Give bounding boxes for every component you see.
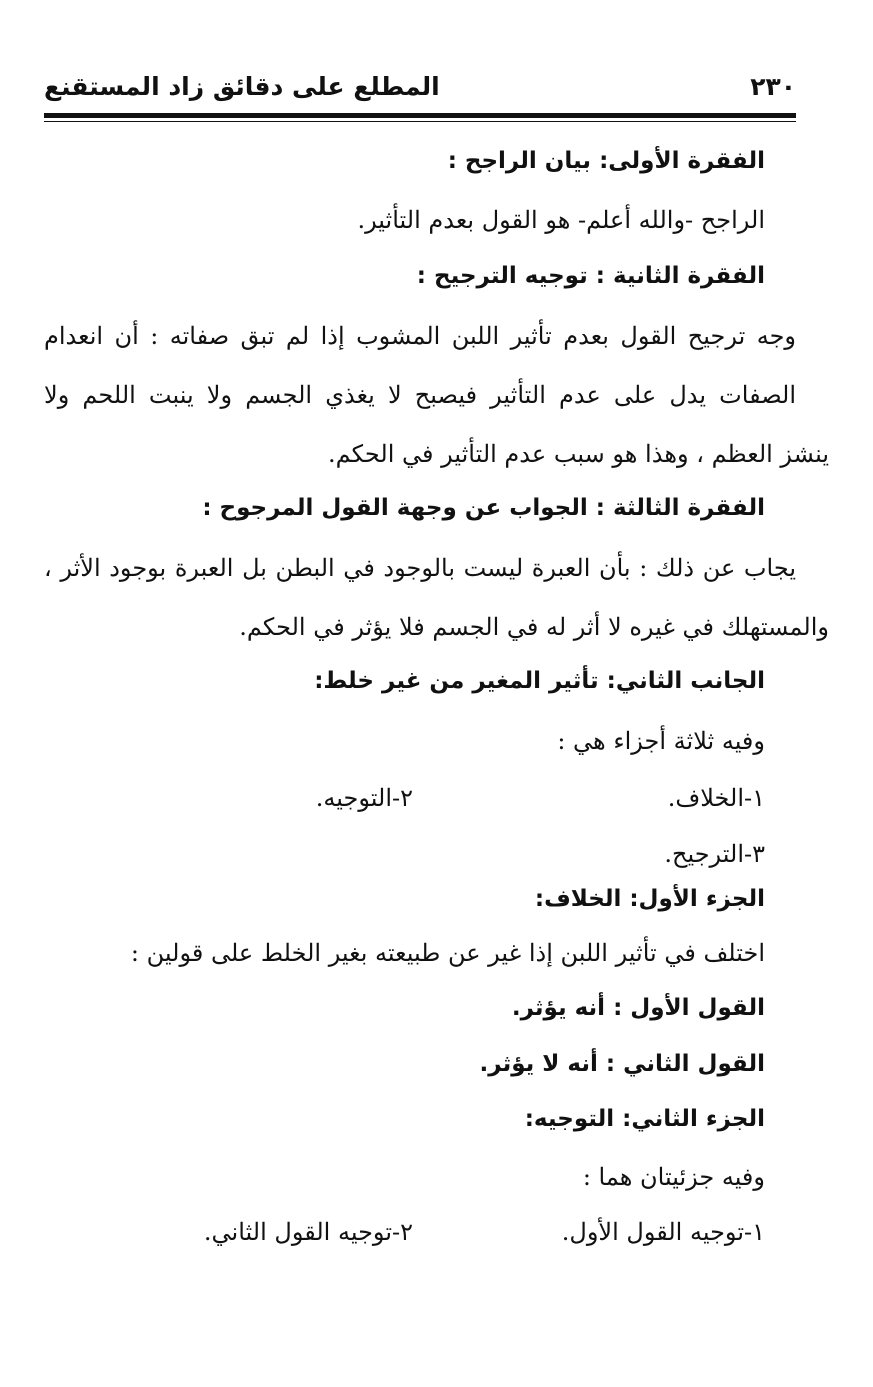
- opinion-second: القول الثاني : أنه لا يؤثر.: [479, 1051, 765, 1077]
- text-line: الراجح -والله أعلم- هو القول بعدم التأثير.: [357, 206, 765, 234]
- header-rule-thick: [44, 113, 796, 118]
- heading-section-2: الجانب الثاني: تأثير المغير من غير خلط:: [314, 668, 765, 694]
- heading-paragraph-3: الفقرة الثالثة : الجواب عن وجهة القول المرجوح :: [202, 495, 765, 521]
- page-number: ٢٣٠: [750, 72, 796, 101]
- list-item: ١-توجيه القول الأول.: [561, 1218, 765, 1246]
- text-line: الصفات يدل على عدم التأثير فيصبح لا يغذي الجسم ولا ينبت اللحم ولا: [44, 381, 796, 409]
- list-item: ١-الخلاف.: [667, 784, 765, 812]
- page-header: [44, 72, 796, 112]
- list-item: ٢-توجيه القول الثاني.: [203, 1218, 413, 1246]
- opinion-first: القول الأول : أنه يؤثر.: [511, 995, 765, 1021]
- text-line: اختلف في تأثير اللبن إذا غير عن طبيعته بغير الخلط على قولين :: [130, 939, 765, 967]
- list-item: ٣-الترجيح.: [664, 840, 765, 868]
- list-item: ٢-التوجيه.: [315, 784, 413, 812]
- text-line: والمستهلك في غيره لا أثر له في الجسم فلا يؤثر في الحكم.: [239, 613, 829, 641]
- header-rule-thin: [44, 121, 796, 122]
- heading-part-2: الجزء الثاني: التوجيه:: [524, 1106, 765, 1132]
- text-line: ينشز العظم ، وهذا هو سبب عدم التأثير في الحكم.: [328, 440, 829, 468]
- text-line: يجاب عن ذلك : بأن العبرة ليست بالوجود في البطن بل العبرة بوجود الأثر ،: [44, 554, 796, 582]
- text-line: وجه ترجيح القول بعدم تأثير اللبن المشوب إذا لم تبق صفاته : أن انعدام: [44, 322, 796, 350]
- heading-paragraph-2: الفقرة الثانية : توجيه الترجيح :: [416, 263, 765, 289]
- book-title: المطلع على دقائق زاد المستقنع: [44, 72, 440, 101]
- heading-paragraph-1: الفقرة الأولى: بيان الراجح :: [447, 148, 765, 174]
- text-line: وفيه ثلاثة أجزاء هي :: [557, 727, 765, 755]
- heading-part-1: الجزء الأول: الخلاف:: [534, 886, 765, 912]
- text-line: وفيه جزئيتان هما :: [582, 1163, 765, 1191]
